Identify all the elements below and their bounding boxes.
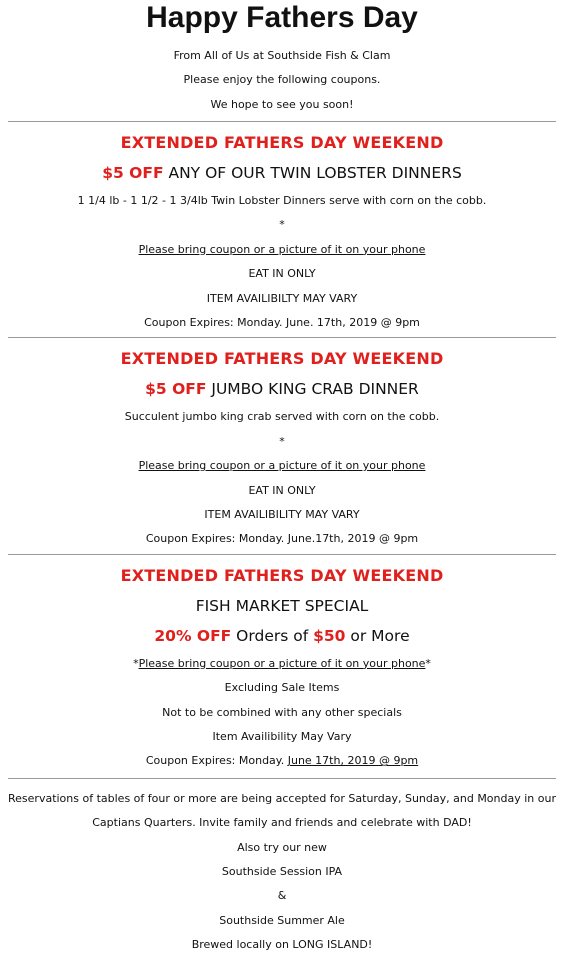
coupon-heading: EXTENDED FATHERS DAY WEEKEND bbox=[120, 349, 444, 369]
coupon-fish-market bbox=[0, 555, 564, 774]
flyer-footer bbox=[0, 779, 564, 958]
expiry-date: June 17th, 2019 @ 9pm bbox=[287, 754, 419, 768]
eat-in-note: EAT IN ONLY bbox=[248, 483, 316, 497]
eat-in-note: EAT IN ONLY bbox=[248, 267, 316, 281]
offer-discount: 20% OFF bbox=[154, 626, 232, 645]
offer-minimum: $50 bbox=[313, 626, 346, 645]
header-line-from: From All of Us at Southside Fish & Clam bbox=[173, 49, 391, 62]
also-try-line: Also try our new bbox=[237, 840, 327, 854]
summer-ale-line: Southside Summer Ale bbox=[219, 913, 345, 927]
header-line-hope: We hope to see you soon! bbox=[210, 97, 354, 111]
offer-text: Orders of bbox=[231, 626, 314, 645]
offer-item: JUMBO KING CRAB DINNER bbox=[206, 380, 419, 399]
header-line-enjoy: Please enjoy the following coupons. bbox=[183, 73, 381, 87]
offer-item: ANY OF OUR TWIN LOBSTER DINNERS bbox=[163, 163, 462, 182]
coupon-offer bbox=[0, 162, 564, 184]
bring-coupon-note bbox=[0, 652, 564, 676]
bring-coupon-text: Please bring coupon or a picture of it on your phone bbox=[138, 656, 426, 670]
availability-note: ITEM AVAILIBILTY MAY VARY bbox=[206, 291, 358, 305]
coupon-offer bbox=[0, 625, 564, 647]
asterisk: * bbox=[133, 656, 139, 670]
coupon-king-crab bbox=[0, 338, 564, 551]
coupon-subheading: FISH MARKET SPECIAL bbox=[195, 596, 369, 615]
bring-coupon-note: Please bring coupon or a picture of it on your phone bbox=[138, 459, 426, 473]
excluding-note: Excluding Sale Items bbox=[224, 681, 340, 695]
expiry-note: Coupon Expires: Monday. June.17th, 2019 @ 9pm bbox=[145, 532, 419, 546]
asterisk: * bbox=[425, 656, 431, 670]
asterisk: * bbox=[279, 434, 285, 448]
bring-coupon-note: Please bring coupon or a picture of it on your phone bbox=[138, 242, 426, 256]
captains-quarters-line: Captians Quarters. Invite family and friends and celebrate with DAD! bbox=[92, 816, 472, 830]
expiry-note: Coupon Expires: Monday. June. 17th, 2019 @ 9pm bbox=[144, 315, 420, 329]
asterisk: * bbox=[279, 218, 285, 232]
reservations-line: Reservations of tables of four or more are being accepted for Saturday, Sunday, and Monday in our bbox=[8, 791, 556, 805]
offer-discount: $5 OFF bbox=[145, 380, 207, 399]
offer-text-end: or More bbox=[345, 626, 410, 645]
coupon-description: 1 1/4 lb - 1 1/2 - 1 3/4lb Twin Lobster Dinners serve with corn on the cobb. bbox=[77, 193, 487, 207]
availability-note: Item Availibility May Vary bbox=[212, 729, 352, 743]
coupon-offer bbox=[0, 378, 564, 400]
expiry-note bbox=[0, 749, 564, 773]
ampersand-line: & bbox=[277, 889, 287, 903]
coupon-heading: EXTENDED FATHERS DAY WEEKEND bbox=[120, 132, 444, 152]
brewed-locally-line: Brewed locally on LONG ISLAND! bbox=[191, 938, 373, 952]
coupon-lobster bbox=[0, 122, 564, 335]
not-combined-note: Not to be combined with any other specials bbox=[162, 705, 402, 719]
coupon-description: Succulent jumbo king crab served with corn on the cobb. bbox=[124, 410, 440, 424]
expiry-prefix: Coupon Expires: Monday. bbox=[145, 754, 288, 768]
session-ipa-line: Southside Session IPA bbox=[221, 865, 343, 879]
coupon-heading: EXTENDED FATHERS DAY WEEKEND bbox=[120, 565, 444, 585]
flyer-header bbox=[0, 0, 564, 117]
page-title: Happy Fathers Day bbox=[146, 1, 418, 34]
availability-note: ITEM AVAILIBILITY MAY VARY bbox=[204, 507, 360, 521]
offer-discount: $5 OFF bbox=[102, 163, 164, 182]
